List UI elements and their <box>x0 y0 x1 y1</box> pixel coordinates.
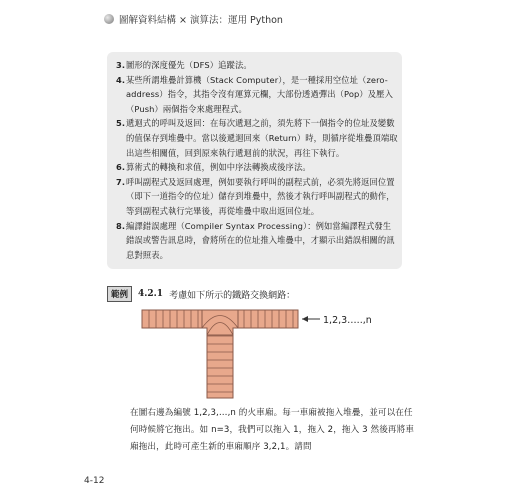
list-item: 4. 某些所謂堆疊計算機（Stack Computer），是一種採用空位址（zero-address）指令，其指令沒有運算元欄，大部份透過彈出（Pop）及壓入（Push）兩個指令來處理程式。 <box>116 74 393 114</box>
page-number: 4-12 <box>84 476 105 486</box>
stack-track <box>207 328 233 398</box>
list-item: 7. 呼叫副程式及返回處理，例如要執行呼叫的副程式前，必須先將返回位置（即下一道指令的位址）儲存到堆疊中，然後才執行呼叫副程式的動作，等到副程式執行完畢後，再從堆疊中取出返回位址。 <box>116 176 395 216</box>
example-heading <box>107 286 295 302</box>
example-text: 考慮如下所示的鐵路交換網路： <box>169 290 296 301</box>
right-track <box>238 310 298 328</box>
bullet-circle-icon <box>104 14 114 24</box>
example-tag: 範例 <box>107 286 132 302</box>
railway-switch-diagram <box>140 305 390 400</box>
cars-label: 1,2,3…..,n <box>323 315 372 326</box>
list-item: 6. 算術式的轉換和求值，例如中序法轉換成後序法。 <box>116 162 311 173</box>
arrow-left-icon <box>302 316 308 322</box>
left-track <box>142 310 202 328</box>
list-item: 5. 遞迴式的呼叫及返回：在每次遞迴之前，須先將下一個指令的位址及變數的值保存到堆疊中。當以後遞迴回來（Return）時，則循序從堆疊頂端取出這些相關值，回到原來執行遞迴前的狀況，再往下執行。 <box>116 118 398 158</box>
running-header <box>104 10 283 28</box>
header-title: 圖解資料結構 × 演算法：運用 Python <box>119 15 283 26</box>
applications-list <box>116 58 398 262</box>
list-item: 3. 圖形的深度優先（DFS）追蹤法。 <box>116 60 252 70</box>
body-paragraph: 在圖右邊為編號 1,2,3,…,n 的火車廂。每一車廂被拖入堆疊，並可以在任何時候將它拖出。如 n=3，我們可以拖入 1，拖入 2，拖入 3 然後再將車廂拖出，此時可產生新的車廂順序 3,2,1。請問 <box>130 408 415 452</box>
example-number: 4.2.1 <box>138 289 164 299</box>
list-item: 8. 編譯錯誤處理（Compiler Syntax Processing）：例如當編譯程式發生錯誤或警告訊息時，會將所在的位址推入堆疊中，才顯示出錯誤相關的訊息對照表。 <box>116 220 395 260</box>
